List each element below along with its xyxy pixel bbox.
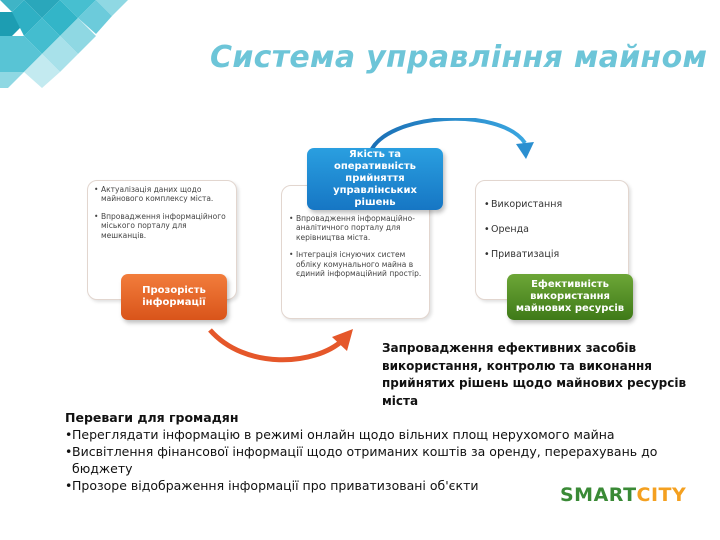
process-diagram bbox=[85, 118, 645, 368]
label-quality: Якість та оперативність прийняття управлінських рішень bbox=[307, 148, 443, 210]
logo-part-smart: SMART bbox=[560, 484, 637, 506]
logo-part-city: CITY bbox=[636, 484, 687, 506]
smartcity-logo bbox=[560, 484, 686, 506]
page-title: Система управління майном bbox=[210, 40, 708, 75]
card-right-item-1: • Використання bbox=[484, 199, 622, 210]
card-left-item-2: • Впровадження інформаційного міського порталу для мешканців. bbox=[94, 212, 230, 240]
benefits-section bbox=[65, 409, 665, 494]
benefits-heading: Переваги для громадян bbox=[65, 410, 239, 425]
card-right-item-3: • Приватизація bbox=[484, 249, 622, 260]
card-right-item-2: • Оренда bbox=[484, 224, 622, 235]
arrow-head-top bbox=[516, 142, 534, 159]
label-transparency: Прозорість інформації bbox=[121, 274, 227, 320]
curved-arrow-bottom bbox=[210, 330, 343, 360]
benefit-item-3: • Прозоре відображення інформації про приватизовані об'єкти bbox=[65, 477, 665, 494]
card-middle-item-1: • Впровадження інформаційно-аналітичного порталу для керівництва міста. bbox=[289, 214, 423, 242]
label-efficiency: Ефективність використання майнових ресурсів bbox=[507, 274, 633, 320]
card-middle-item-2: • Інтеграція існуючих систем обліку комунального майна в єдиний інформаційний простір. bbox=[289, 250, 423, 278]
decorative-tiles bbox=[0, 0, 140, 90]
benefit-item-1: • Переглядати інформацію в режимі онлайн щодо вільних площ нерухомого майна bbox=[65, 426, 665, 443]
card-left-item-1: • Актуалізація даних щодо майнового комплексу міста. bbox=[94, 185, 230, 204]
benefit-item-2: • Висвітлення фінансової інформації щодо отриманих коштів за оренду, перерахувань до бюджету bbox=[65, 443, 665, 477]
intro-text: Запровадження ефективних засобів використання, контролю та виконання прийнятих рішень щодо майнових ресурсів міста bbox=[382, 341, 687, 408]
